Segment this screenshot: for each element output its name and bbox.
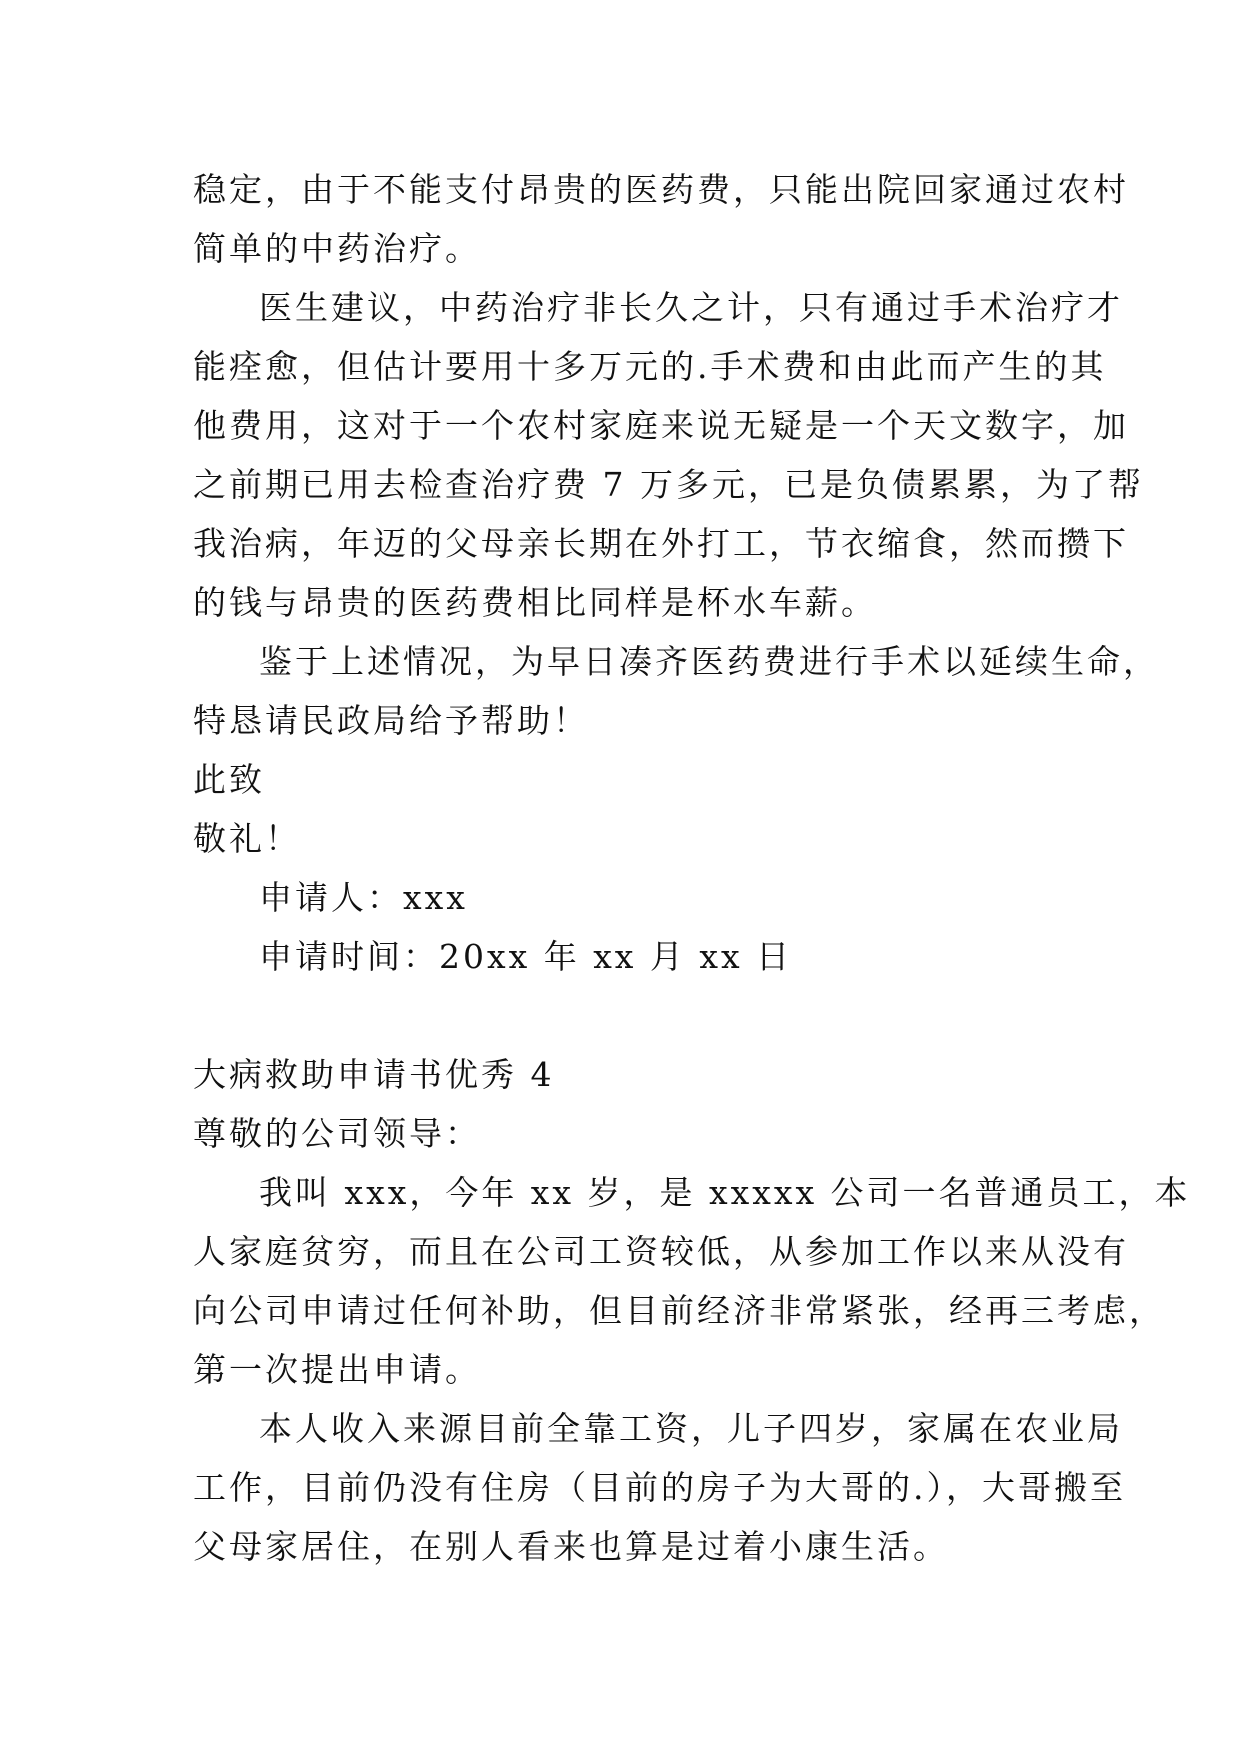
paragraph-line: 医生建议，中药治疗非长久之计，只有通过手术治疗才 <box>259 288 1123 327</box>
paragraph-line: 之前期已用去检查治疗费 7 万多元，已是负债累累，为了帮 <box>193 465 1144 504</box>
paragraph-line: 人家庭贫穷，而且在公司工资较低，从参加工作以来从没有 <box>193 1232 1129 1271</box>
closing-salutation: 此致 <box>193 760 265 799</box>
paragraph-line: 能痊愈，但估计要用十多万元的.手术费和由此而产生的其 <box>193 347 1107 386</box>
paragraph-line: 他费用，这对于一个农村家庭来说无疑是一个天文数字，加 <box>193 406 1129 445</box>
paragraph-line: 第一次提出申请。 <box>193 1350 481 1389</box>
section-title: 大病救助申请书优秀 4 <box>193 1055 555 1094</box>
paragraph-line: 我治病，年迈的父母亲长期在外打工，节衣缩食，然而攒下 <box>193 524 1129 563</box>
greeting: 尊敬的公司领导： <box>193 1114 481 1153</box>
applicant-name: 申请人：xxx <box>259 878 468 917</box>
paragraph-line: 本人收入来源目前全靠工资，儿子四岁，家属在农业局 <box>259 1409 1123 1448</box>
paragraph-line: 特恳请民政局给予帮助！ <box>193 701 589 740</box>
paragraph-line: 我叫 xxx，今年 xx 岁，是 xxxxx 公司一名普通员工，本 <box>259 1173 1191 1212</box>
application-date: 申请时间：20xx 年 xx 月 xx 日 <box>259 937 793 976</box>
paragraph-line: 父母家居住，在别人看来也算是过着小康生活。 <box>193 1527 949 1566</box>
paragraph-line: 鉴于上述情况，为早日凑齐医药费进行手术以延续生命， <box>259 642 1159 681</box>
paragraph-line: 稳定，由于不能支付昂贵的医药费，只能出院回家通过农村 <box>193 170 1129 209</box>
closing-regards: 敬礼！ <box>193 819 301 858</box>
paragraph-line: 工作，目前仍没有住房（目前的房子为大哥的.），大哥搬至 <box>193 1468 1126 1507</box>
paragraph-line: 向公司申请过任何补助，但目前经济非常紧张，经再三考虑， <box>193 1291 1165 1330</box>
paragraph-line: 简单的中药治疗。 <box>193 229 481 268</box>
section-gap <box>193 986 1053 1045</box>
paragraph-line: 的钱与昂贵的医药费相比同样是杯水车薪。 <box>193 583 877 622</box>
document-page <box>193 160 1191 1576</box>
